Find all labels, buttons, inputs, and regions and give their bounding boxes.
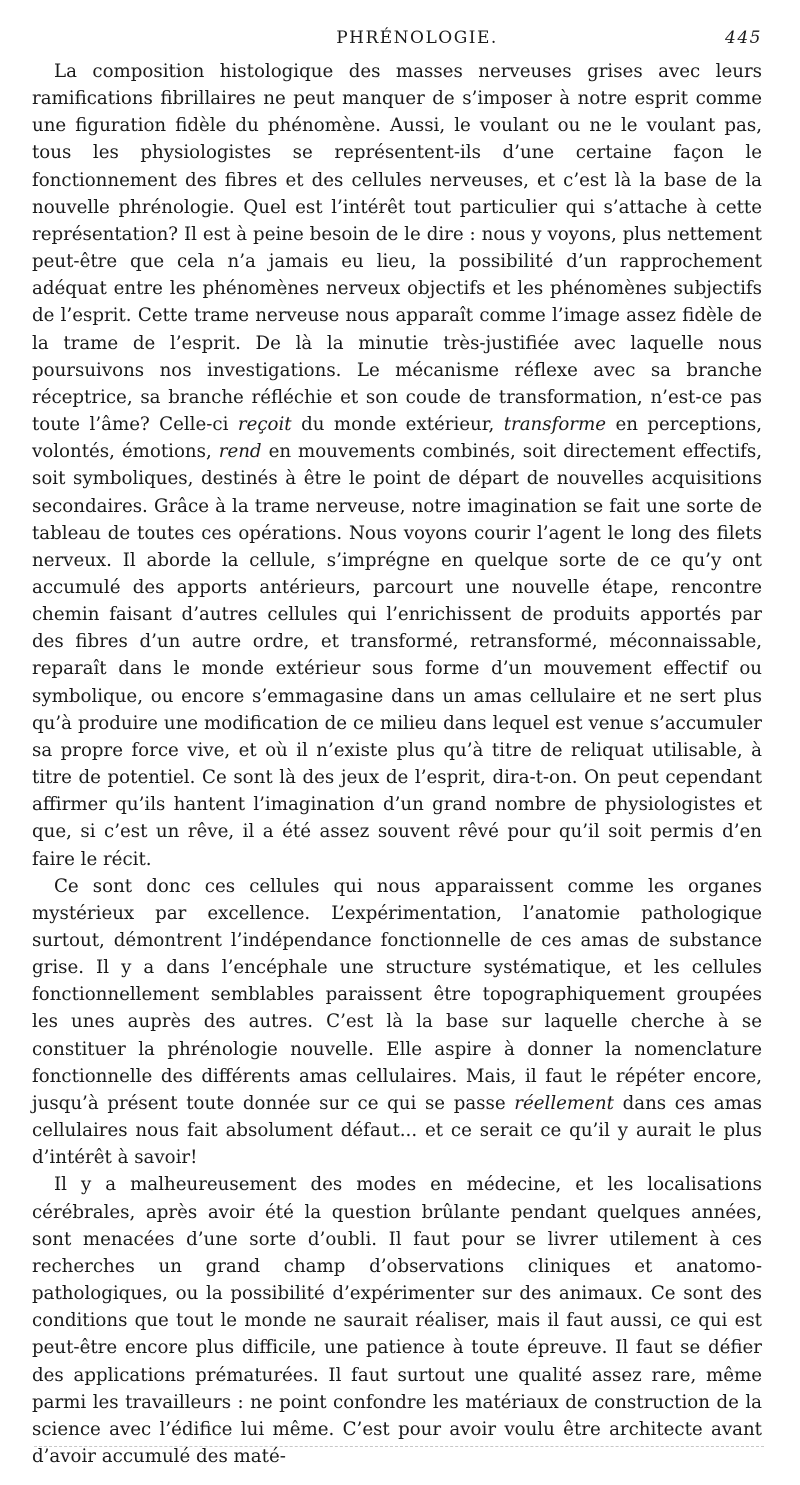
- text-run: La composition histologique des masses nerveuses grises avec leurs ramifications fibrillaires ne peut manquer de s’imposer à notre esprit comme une figuration fidèle du phénomène. Aussi, le voulant ou ne le voulant pas, tous les physiologistes se représentent-ils d’une certaine façon le fonctionnement des fibres et des cellules nerveuses, et c’est là la base de la nouvelle phrénologie. Quel est l’intérêt tout particulier qui s’attache à cette représentation? Il est à peine besoin de le dire : nous y voyons, plus nettement peut-être que cela n’a jamais eu lieu, la possibilité d’un rapprochement adéquat entre les phénomènes nerveux objectifs et les phénomènes subjectifs de l’esprit. Cette trame nerveuse nous apparaît comme l’image assez fidèle de la trame de l’esprit. De là la minutie très-justifiée avec laquelle nous poursuivons nos investigations. Le mécanisme réflexe avec sa branche réceptrice, sa branche réfléchie et son coude de transformation, n’est-ce pas toute l’âme? Celle-ci: [32, 61, 762, 436]
- footer-rule: [34, 1446, 764, 1448]
- paragraph: [32, 58, 762, 873]
- italic-text: rend: [218, 441, 262, 463]
- text-run: du monde extérieur,: [291, 414, 504, 436]
- text-run: Il y a malheureusement des modes en médecine, et les localisations cérébrales, après avoir été la question brûlante pendant quelques années, sont menacées d’une sorte d’oubli. Il faut pour se livrer utilement à ces recherches un grand champ d’observations cliniques et anatomo-pathologiques, ou la possibilité d’expérimenter sur des animaux. Ce sont des conditions que tout le monde ne saurait réaliser, mais il faut aussi, ce qui est peut-être encore plus difficile, une patience à toute épreuve. Il faut se défier des applications prématurées. Il faut surtout une qualité assez rare, même parmi les travailleurs : ne point confondre les matériaux de construction de la science avec l’édifice lui même. C’est pour avoir voulu être architecte avant d’avoir accumulé des maté-: [32, 1174, 762, 1467]
- page-number: 445: [725, 28, 762, 48]
- italic-text: réellement: [514, 1092, 614, 1114]
- text-run: Ce sont donc ces cellules qui nous apparaissent comme les organes mystérieux par excellence. L’expérimentation, l’anatomie pathologique surtout, démontrent l’indépendance fonctionnelle de ces amas de substance grise. Il y a dans l’encéphale une structure systématique, et les cellules fonctionnellement semblables paraissent être topographiquement groupées les unes auprès des autres. C’est là la base sur laquelle cherche à se constituer la phrénologie nouvelle. Elle aspire à donner la nomenclature fonctionnelle des différents amas cellulaires. Mais, il faut le répéter encore, jusqu’à présent toute donnée sur ce qui se passe: [32, 875, 762, 1114]
- text-run: dans ces amas cellulaires nous fait absolument défaut... et ce serait ce qu’il y aurait le plus d’intérêt à savoir!: [32, 1092, 762, 1169]
- body-text: [32, 58, 762, 1470]
- text-run: en perceptions, volontés, émotions,: [32, 414, 762, 463]
- italic-text: reçoit: [237, 414, 292, 436]
- italic-text: transforme: [503, 414, 606, 436]
- running-head: [32, 28, 762, 58]
- book-page: [32, 28, 762, 1470]
- text-run: en mouvements combinés, soit directement effectifs, soit symboliques, destinés à être le point de départ de nouvelles acquisitions secondaires. Grâce à la trame nerveuse, notre imagination se fait une sorte de tableau de toutes ces opérations. Nous voyons courir l’agent le long des filets nerveux. Il aborde la cellule, s’imprégne en quelque sorte de ce qu’y ont accumulé des apports antérieurs, parcourt une nouvelle étape, rencontre chemin faisant d’autres cellules qui l’enrichissent de produits apportés par des fibres d’un autre ordre, et transformé, retransformé, méconnaissable, reparaît dans le monde extérieur sous forme d’un mouvement effectif ou symbolique, ou encore s’emmagasine dans un amas cellulaire et ne sert plus qu’à produire une modification de ce milieu dans lequel est venue s’accumuler sa propre force vive, et où il n’existe plus qu’à titre de reliquat utilisable, à titre de potentiel. Ce sont là des jeux de l’esprit, dira-t-on. On peut cependant affirmer qu’ils hantent l’imagination d’un grand nombre de physiologistes et que, si c’est un rêve, il a été assez souvent rêvé pour qu’il soit permis d’en faire le récit.: [32, 441, 762, 870]
- running-title: PHRÉNOLOGIE.: [336, 28, 498, 48]
- paragraph: [32, 873, 762, 1172]
- paragraph: [32, 1171, 762, 1470]
